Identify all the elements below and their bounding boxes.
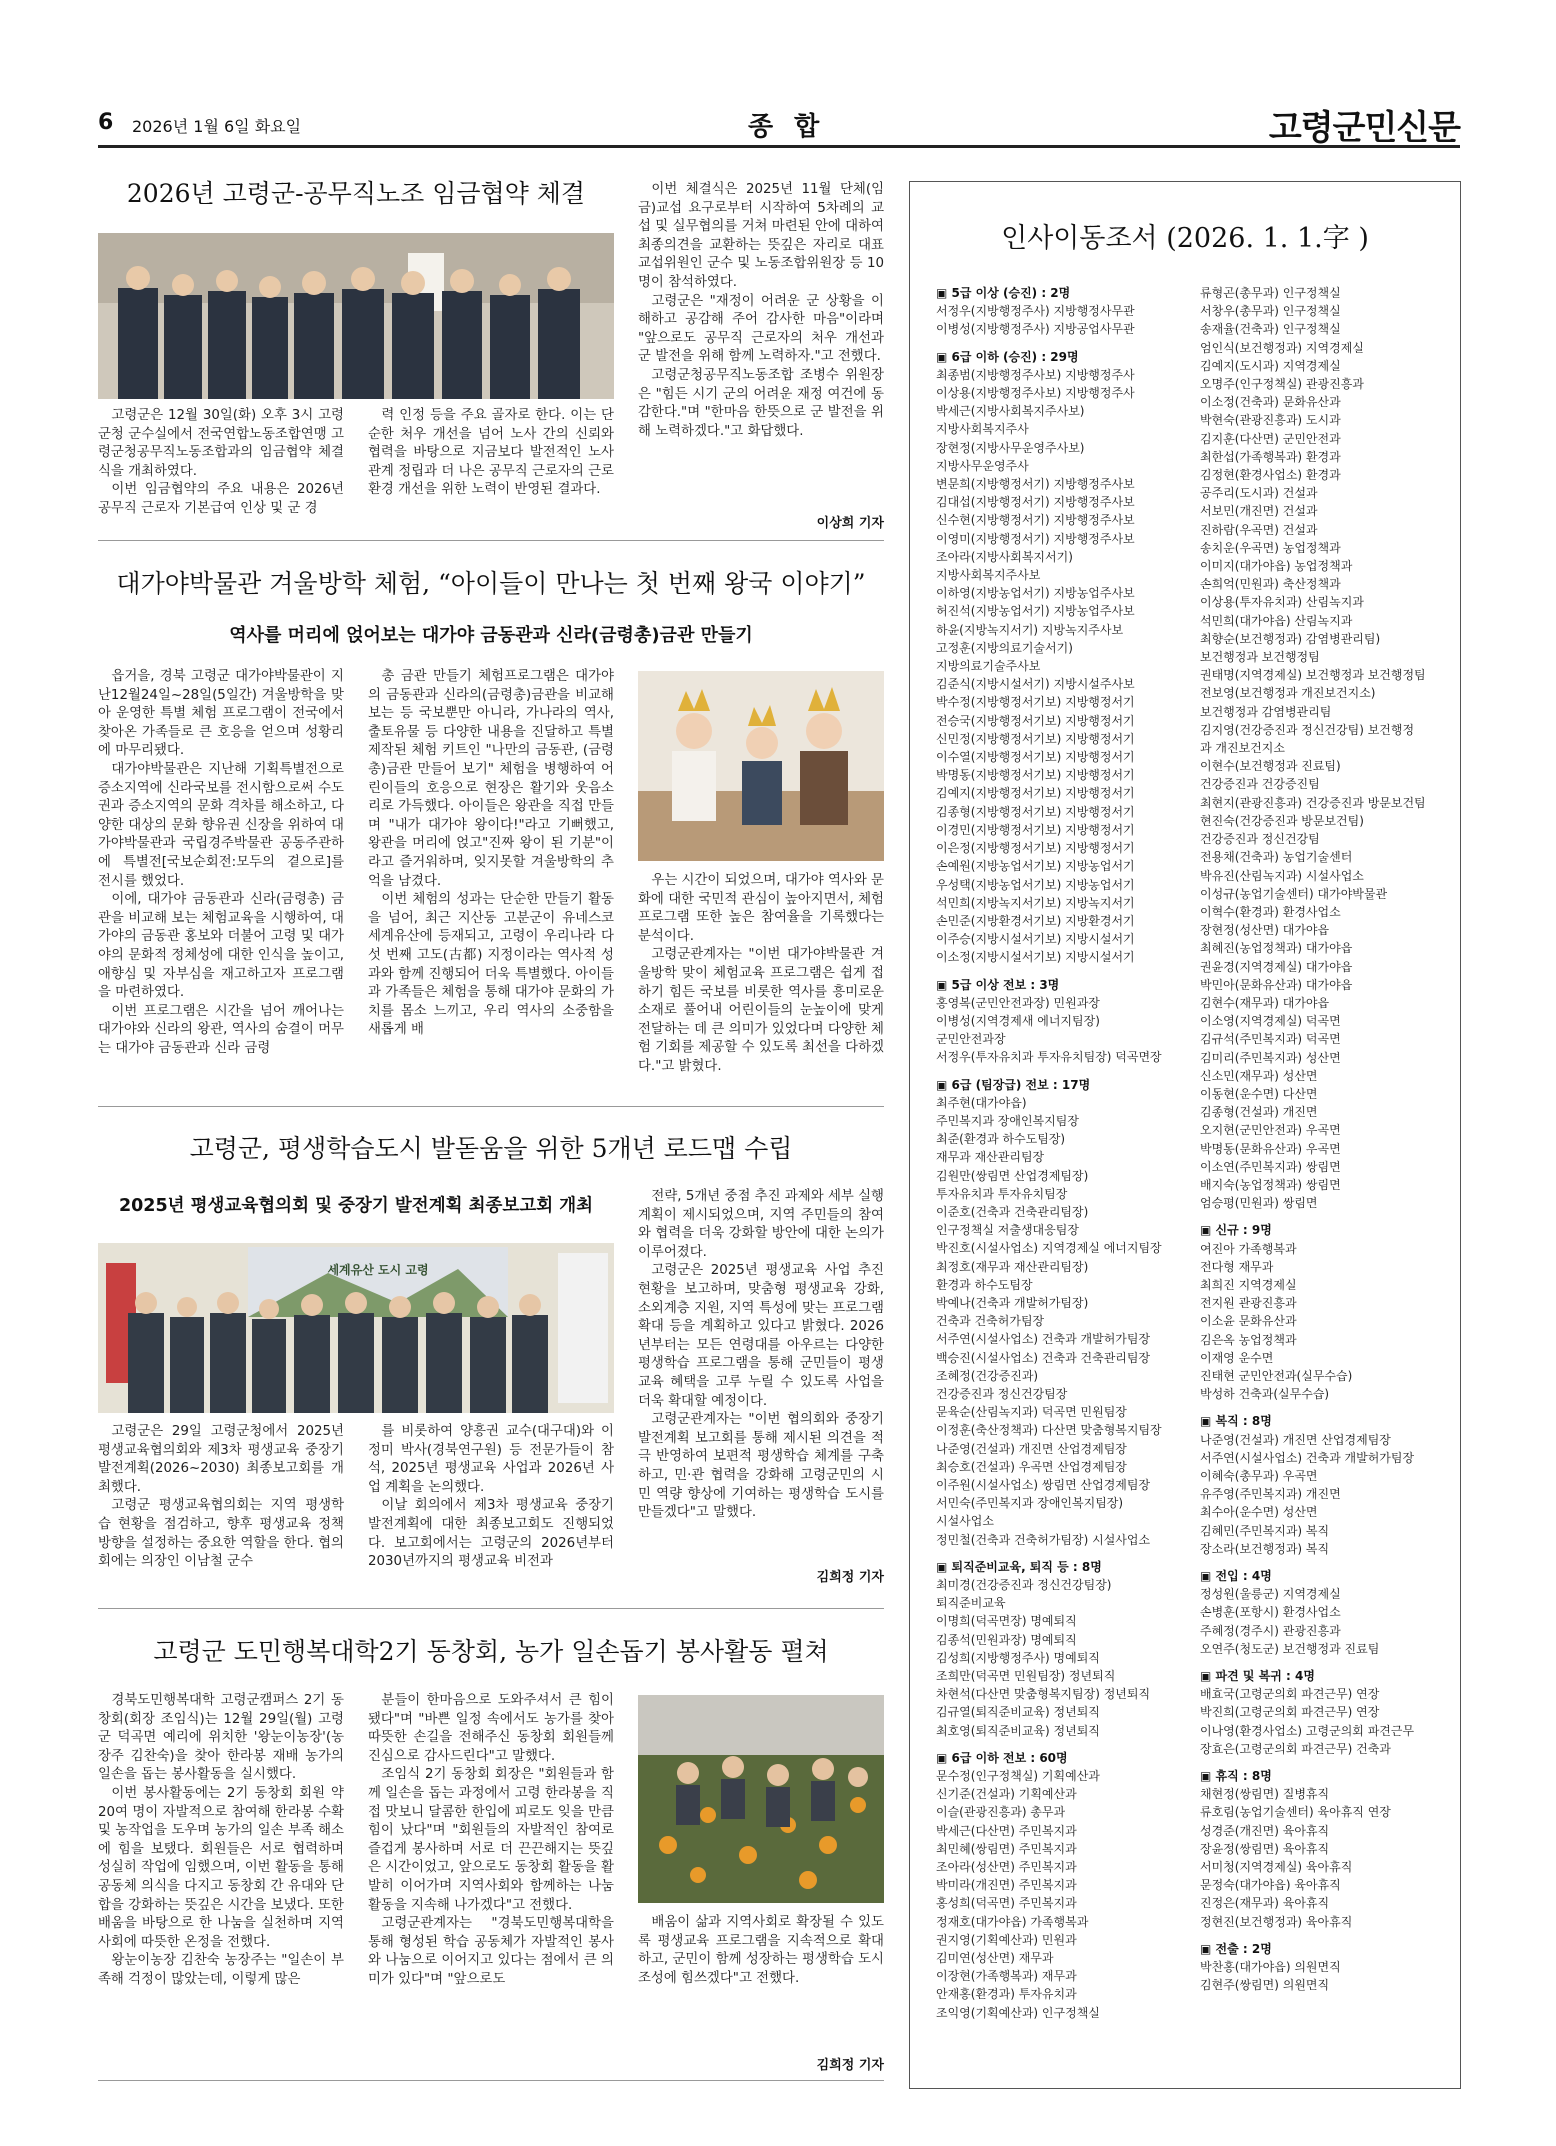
list-item: 서창우(총무과) 인구정책실 — [1200, 304, 1341, 319]
list-item: 송치운(우곡면) 농업정책과 — [1200, 540, 1341, 555]
list-item: 나준영(건설과) 개진면 산업경제팀장 — [1200, 1432, 1391, 1447]
list-item: 김현수(재무과) 대가야읍 — [1200, 995, 1330, 1010]
list-item: 박세근(다산면) 주민복지과 — [936, 1823, 1077, 1838]
list-item: 진정은(재무과) 육아휴직 — [1200, 1896, 1330, 1911]
list-item: 서민숙(주민복지과 장애인복지팀장) — [936, 1496, 1124, 1511]
list-item: 하윤(지방녹지서기) 지방녹지주사보 — [936, 622, 1124, 637]
list-item: 이재영 운수면 — [1200, 1350, 1274, 1365]
divider — [98, 1106, 884, 1107]
article1-col1: 고령군은 12월 30일(화) 오후 3시 고령군청 군수실에서 전국연합노동조합연맹 고령군청공무직노동조합과의 임금협약 체결식을 개최하였다. 이번 임금협약의 주요 내용은 2026년 공무직 근로자 기본급여 인상 및 군 경 — [98, 408, 344, 516]
list-item: 조희만(덕곡면 민원팀장) 정년퇴직 — [936, 1669, 1116, 1684]
page-number: 6 — [98, 110, 114, 135]
list-item: 김정현(환경사업소) 환경과 — [1200, 468, 1341, 483]
list-item: 이상용(투자유치과) 산림녹지과 — [1200, 595, 1364, 610]
list-item: 홍성희(덕곡면) 주민복지과 — [936, 1896, 1077, 1911]
list-item: 김종석(민원과장) 명예퇴직 — [936, 1632, 1077, 1647]
list-item: 오명주(인구정책실) 관광진흥과 — [1200, 377, 1364, 392]
category-heading: ▣ 휴직 : 8명 — [1200, 1769, 1272, 1784]
list-item: 최준(환경과 하수도팀장) — [936, 1132, 1066, 1147]
article3-col1: 고령군은 29일 고령군청에서 2025년 평생교육협의회와 제3차 평생교육 중장기 발전계획(2026~2030) 최종보고회를 개최했다. 고령군 평생교육협의회는 지역 평생학습 현황을 점검하고, 향후 평생교육 정책 방향을 설정하는 중요한 역할을 한다. 협의회에는 의장인 이남철 군수 — [98, 1424, 344, 1570]
divider — [98, 2080, 884, 2081]
list-item: 박진희(고령군의회 파견근무) 연장 — [1200, 1705, 1380, 1720]
list-item: 이주원(시설사업소) 쌍림면 산업경제팀장 — [936, 1478, 1151, 1492]
list-item: 장윤정(쌍림면) 육아휴직 — [1200, 1841, 1330, 1856]
issue-date: 2026년 1월 6일 화요일 — [132, 117, 302, 136]
list-item: 퇴직준비교육 — [936, 1596, 1006, 1611]
list-item: 손병훈(포항시) 환경사업소 — [1200, 1605, 1341, 1620]
list-item: 이병성(지역경제새 에너지팀장) — [936, 1013, 1100, 1028]
list-item: 김은옥 농업정책과 — [1200, 1332, 1297, 1347]
list-item: 박명동(지방행정서기보) 지방행정서기 — [936, 768, 1135, 783]
list-item: 서보민(개진면) 건설과 — [1200, 504, 1318, 519]
list-item: 변문희(지방행정서기) 지방행정주사보 — [936, 477, 1135, 492]
list-item: 진태현 군민안전과(실무수습) — [1200, 1368, 1353, 1383]
list-item: 박현숙(관광진흥과) 도시과 — [1200, 413, 1341, 428]
list-item: 장현정(지방사무운영주사보) — [936, 440, 1085, 455]
list-item: 서정우(투자유치과 투자유치팀장) 덕곡면장 — [936, 1050, 1162, 1065]
list-item: 홍영복(군민안전과장) 민원과장 — [936, 995, 1100, 1010]
list-item: 김미연(성산면) 재무과 — [936, 1951, 1054, 1966]
list-item: 지방사회복지주사 — [936, 422, 1029, 437]
category-heading: ▣ 전입 : 4명 — [1200, 1569, 1272, 1584]
page-header — [98, 100, 1460, 148]
list-item: 신기준(건설과) 기획예산과 — [936, 1787, 1077, 1802]
list-item: 정현진(보건행정과) 육아휴직 — [1200, 1914, 1353, 1929]
list-item: 박수정(지방행정서기보) 지방행정서기 — [936, 695, 1135, 710]
list-item: 전보영(보건행정과 개진보건지소) — [1200, 686, 1376, 701]
list-item: 최향순(보건행정과) 감염병관리팀) — [1200, 631, 1381, 646]
list-item: 전지원 관광진흥과 — [1200, 1296, 1297, 1311]
list-item: 여진아 가족행복과 — [1200, 1241, 1297, 1256]
list-item: 권지영(기획예산과) 민원과 — [936, 1932, 1077, 1947]
article1-title[interactable]: 2026년 고령군-공무직노조 임금협약 체결 — [126, 179, 586, 208]
list-item: 김성희(지방행정주사) 명예퇴직 — [936, 1650, 1100, 1665]
list-item: 김종형(지방행정서기보) 지방행정서기 — [936, 804, 1135, 819]
list-item: 석민희(대가야읍) 산림녹지과 — [1200, 613, 1353, 628]
list-item: 나준영(건설과) 개진면 산업경제팀장 — [936, 1441, 1127, 1456]
list-item: 엄승평(민원과) 쌍림면 — [1200, 1196, 1318, 1211]
list-item: 과 개진보건지소 — [1200, 741, 1285, 756]
article4-col2: 분들이 한마음으로 도와주셔서 큰 힘이 됐다"며 "바쁜 일정 속에서도 농가를 찾아 따뜻한 손길을 전해주신 동창회 회원들께 진심으로 감사드린다"고 말했다. 조임식 2기 동창회 회장은 "회원들과 함께 일손을 돕는 과정에서 고령 한라봉을 직접 맛보니 달콤한 한입에 피로도 잊을 만큼 힘이 났다"며 "회원들의 자발적인 참여로 즐겁게 봉사하며 서로 더 끈끈해지는 뜻깊은 시간이었고, 앞으로도 동창회 활동을 활발히 이어가며 지역사회와 함께하는 나눔 활동을 지속해 나가겠다"고 전했다. 고령군관계자는 "경북도민행복대학을 통해 형성된 학습 공동체가 자발적인 봉사와 나눔으로 이어지고 있다는 점에서 큰 의미가 있다"며 "앞으로도 — [368, 1693, 614, 1987]
list-item: 김규열(퇴직준비교육) 정년퇴직 — [936, 1705, 1100, 1720]
category-heading: ▣ 5급 이상 전보 : 3명 — [936, 977, 1060, 992]
list-item: 이하영(지방농업서기) 지방농업주사보 — [936, 586, 1135, 601]
article3-title[interactable]: 고령군, 평생학습도시 발돋움을 위한 5개년 로드맵 수립 — [189, 1134, 793, 1163]
list-item: 서정우(지방행정주사) 지방행정사무관 — [936, 304, 1135, 319]
list-item: 석민희(지방녹지서기보) 지방녹지서기 — [936, 895, 1135, 910]
list-item: 전승국(지방행정서기보) 지방행정서기 — [936, 713, 1135, 728]
list-item: 김준식(지방시설서기) 지방시설주사보 — [936, 677, 1135, 692]
article1-col2: 력 인정 등을 주요 골자로 한다. 이는 단순한 처우 개선을 넘어 노사 간의 신뢰와 협력을 바탕으로 지금보다 발전적인 노사관계 정립과 더 나은 공무직 근로자의 근로 환경 개선을 위한 노력이 반영된 결과다. — [368, 408, 614, 498]
list-item: 공주리(도시과) 건설과 — [1200, 486, 1318, 501]
article4-byline: 김희정 기자 — [816, 2058, 884, 2073]
article2-photo — [638, 671, 884, 861]
list-item: 정성원(울릉군) 지역경제실 — [1200, 1587, 1341, 1602]
category-heading: ▣ 5급 이상 (승진) : 2명 — [936, 286, 1071, 300]
list-item: 박진호(시설사업소) 지역경제실 에너지팀장 — [936, 1241, 1162, 1256]
list-item: 서주연(시설사업소) 건축과 개발허가팀장 — [936, 1332, 1151, 1347]
list-item: 최혜진(농업정책과) 대가야읍 — [1200, 941, 1353, 956]
category-heading: ▣ 파견 및 복귀 : 4명 — [1200, 1669, 1315, 1684]
category-heading: ▣ 퇴직준비교육, 퇴직 등 : 8명 — [936, 1559, 1102, 1574]
list-item: 문정숙(대가야읍) 육아휴직 — [1200, 1878, 1341, 1893]
list-item: 조아라(성산면) 주민복지과 — [936, 1860, 1077, 1875]
article3-photo — [98, 1243, 614, 1413]
list-item: 신민정(지방행정서기보) 지방행정서기 — [936, 731, 1135, 746]
list-item: 장효은(고령군의회 파견근무) 건축과 — [1200, 1741, 1391, 1756]
list-item: 김종형(건설과) 개진면 — [1200, 1105, 1318, 1120]
list-item: 이소영(지역경제실) 덕곡면 — [1200, 1014, 1341, 1029]
article1-photo — [98, 233, 614, 399]
list-item: 이미지(대가야읍) 농업정책과 — [1200, 559, 1353, 574]
list-item: 최종범(지방행정주사보) 지방행정주사 — [936, 367, 1135, 382]
list-item: 박찬홍(대가야읍) 의원면직 — [1200, 1960, 1341, 1975]
list-item: 보건행정과 보건행정팀 — [1200, 650, 1320, 665]
list-item: 류형곤(총무과) 인구정책실 — [1200, 286, 1341, 300]
list-item: 차현석(다산면 맞춤형복지팀장) 정년퇴직 — [936, 1687, 1151, 1702]
list-item: 최승호(건설과) 우곡면 산업경제팀장 — [936, 1459, 1127, 1474]
list-item: 이혁수(환경과) 환경사업소 — [1200, 904, 1341, 919]
list-item: 정재호(대가야읍) 가족행복과 — [936, 1914, 1089, 1929]
list-item: 서주연(시설사업소) 건축과 개발허가팀장 — [1200, 1450, 1415, 1465]
list-item: 최현지(관광진흥과) 건강증진과 방문보건팀 — [1200, 795, 1426, 810]
list-item: 최민혜(쌍림면) 주민복지과 — [936, 1841, 1077, 1856]
sidebar-left-column — [936, 284, 1188, 2074]
list-item: 오지현(군민안전과) 우곡면 — [1200, 1123, 1341, 1138]
list-item: 군민안전과장 — [936, 1032, 1006, 1047]
list-item: 안재홍(환경과) 투자유치과 — [936, 1987, 1077, 2002]
category-heading: ▣ 전출 : 2명 — [1200, 1941, 1272, 1956]
article2-col3: 우는 시간이 되었으며, 대가야 역사와 문화에 대한 국민적 관심이 높아지면서, 체험 프로그램 또한 높은 참여율을 기록했다는 분석이다. 고령군관계자는 "이번 대가야박물관 겨울방학 맞이 체험교육 프로그램은 쉽게 접하기 힘든 국보를 비롯한 역사를 흥미로운 소재로 풀어내 어린이들의 눈높이에 맞게 전달하는 데 큰 의미가 있었다며 다양한 체험 기회를 제공할 수 있도록 최선을 다하겠다."고 밝혔다. — [638, 873, 884, 1074]
category-heading: ▣ 6급 이하 전보 : 60명 — [936, 1750, 1068, 1765]
list-item: 정민철(건축과 건축허가팀장) 시설사업소 — [936, 1532, 1151, 1547]
list-item: 송재율(건축과) 인구정책실 — [1200, 322, 1341, 337]
article3-subtitle: 2025년 평생교육협의회 및 중장기 발전계획 최종보고회 개최 — [118, 1196, 594, 1216]
list-item: 김원만(쌍림면 산업경제팀장) — [936, 1168, 1089, 1183]
list-item: 주민복지과 장애인복지팀장 — [936, 1113, 1079, 1128]
list-item: 최미경(건강증진과 정신건강팀장) — [936, 1578, 1112, 1593]
list-item: 문육순(산림녹지과) 덕곡면 민원팀장 — [936, 1405, 1127, 1420]
list-item: 이경민(지방행정서기보) 지방행정서기 — [936, 822, 1135, 837]
list-item: 배지숙(농업정책과) 쌍림면 — [1200, 1177, 1341, 1192]
list-item: 지방사무운영주사 — [936, 458, 1029, 473]
list-item: 최희진 지역경제실 — [1200, 1277, 1297, 1292]
category-heading: ▣ 복직 : 8명 — [1200, 1414, 1272, 1429]
list-item: 건강증진과 정신건강팀 — [1200, 832, 1320, 847]
list-item: 김지훈(다산면) 군민안전과 — [1200, 431, 1341, 446]
list-item: 이장현(가족행복과) 재무과 — [936, 1969, 1077, 1984]
list-item: 조아라(지방사회복지서기) — [936, 549, 1073, 564]
list-item: 손민준(지방환경서기보) 지방환경서기 — [936, 913, 1135, 928]
list-item: 김혜민(주민복지과) 복직 — [1200, 1523, 1330, 1538]
list-item: 김예지(지방행정서기보) 지방행정서기 — [936, 786, 1135, 801]
article2-col2: 총 금관 만들기 체험프로그램은 대가야의 금동관과 신라의(금령총)금관을 비교해보는 등 국보뿐만 아니라, 가나라의 역사, 출토유물 등 다양한 내용을 진달하고 특별 제작된 체험 키트인 "나만의 금동관, (금령총)금관 만들어 보기" 체험을 병행하여 어린이들의 호응으로 현장은 활기와 웃음소리로 가득했다. 아이들은 왕관을 직접 만들며 "내가 대가야 왕이다!"라고 기뻐했고, 왕관을 머리에 얹고"진짜 왕이 된 기분"이라고 즐거워하며, 잊지못할 겨울방학의 추억을 남겼다. 이번 체험의 성과는 단순한 만들기 활동을 넘어, 최근 지산동 고분군이 유네스코 세계유산에 등재되고, 고령이 우리나라 다섯 번째 고도(古都) 지정이라는 역사적 성과와 함께 진행되어 더욱 특별했다. 아이들과 가족들은 체험을 통해 대가야 문화의 가치를 몸소 느끼고, 우리 역사의 소중함을 새롭게 배 — [368, 669, 614, 1038]
list-item: 문수정(인구정책실) 기획예산과 — [936, 1769, 1100, 1784]
list-item: 전용채(건축과) 농업기술센터 — [1200, 850, 1353, 865]
list-item: 보건행정과 감염병관리팀 — [1200, 704, 1332, 719]
list-item: 오연주(청도군) 보건행정과 진료팀 — [1200, 1641, 1380, 1656]
list-item: 권윤경(지역경제실) 대가야읍 — [1200, 959, 1353, 974]
list-item: 이영미(지방행정서기) 지방행정주사보 — [936, 531, 1135, 546]
list-item: 건강증진과 건강증진팀 — [1200, 777, 1320, 792]
list-item: 김규석(주민복지과) 덕곡면 — [1200, 1032, 1341, 1047]
newspaper-logo: 고령군민신문 — [1268, 108, 1460, 148]
list-item: 투자유치과 투자유치팀장 — [936, 1186, 1068, 1201]
list-item: 허진석(지방농업서기) 지방농업주사보 — [936, 604, 1135, 619]
article1-col3: 이번 체결식은 2025년 11월 단체(임금)교섭 요구로부터 시작하여 5차례의 교섭 및 실무협의를 거쳐 마련된 안에 대하여 최종의견을 교환하는 뜻깊은 자리로 대표 교섭위원인 군수 및 노동조합위원장 등 10명이 참석하였다. 고령군은 "재정이 어려운 군 상황을 이해하고 공감해 주어 감사한 마음"이라며 "앞으로도 공무직 근로자의 처우 개선과 군 발전을 위해 함께 노력하자."고 전했다. 고령군청공무직노동조합 조병수 위원장은 "힘든 시기 군의 어려운 재정 여건에 동감한다."며 "한마음 한뜻으로 군 발전을 위해 노력하겠다."고 화답했다. — [638, 182, 884, 439]
list-item: 박성하 건축과(실무수습) — [1200, 1387, 1330, 1402]
list-item: 최정호(재무과 재산관리팀장) — [936, 1259, 1089, 1274]
list-item: 유주영(주민복지과) 개진면 — [1200, 1487, 1341, 1502]
list-item: 김지영(건강증진과 정신건강팀) 보건행정 — [1200, 722, 1415, 737]
list-item: 건축과 건축허가팀장 — [936, 1314, 1045, 1329]
list-item: 전다형 재무과 — [1200, 1259, 1274, 1274]
list-item: 현진숙(건강증진과 방문보건팀) — [1200, 813, 1364, 828]
list-item: 엄인식(보건행정과) 지역경제실 — [1200, 340, 1364, 355]
list-item: 이준호(건축과 건축관리팀장) — [936, 1204, 1089, 1219]
list-item: 박세근(지방사회복지주사보) — [936, 404, 1085, 419]
article3-byline: 김희정 기자 — [816, 1570, 884, 1585]
list-item: 장현정(성산면) 대가야읍 — [1200, 923, 1330, 938]
list-item: 이성규(농업기술센터) 대가야박물관 — [1200, 886, 1388, 901]
list-item: 김현주(쌍림면) 의원면직 — [1200, 1978, 1330, 1993]
list-item: 성경준(개진면) 육아휴직 — [1200, 1823, 1330, 1838]
list-item: 신수현(지방행정서기) 지방행정주사보 — [936, 513, 1135, 528]
article2-title[interactable]: 대가야박물관 겨울방학 체험, “아이들이 만나는 첫 번째 왕국 이야기” — [116, 569, 866, 598]
list-item: 이현수(보건행정과 진료팀) — [1200, 759, 1341, 774]
article2-col1: 읍거을, 경북 고령군 대가야박물관이 지난12월24일~28일(5일간) 겨울방학을 맞아 운영한 특별 체험 프로그램이 전국에서 찾아온 가족들로 큰 호응을 얻으며 성황리에 마무리됐다. 대가야박물관은 지난해 기획특별전으로 증소지역에 신라국보를 전시함으로써 수도권과 증소지역의 문화 격차를 해소하고, 다양한 대상의 문화 향유권 신장을 위하여 대가야박물관과 국립경주박물관 공동주관하에 특별전[국보순회전:모두의 곁으로]를 전시를 했었다. 이에, 대가야 금동관과 신라(금령총) 금관을 비교해 보는 체험교육을 시행하여, 대가야의 금동관 홍보와 더불어 고령 및 대가야의 문화적 정체성에 대한 인식을 높이고, 애향심 및 자부심을 재고하고자 프로그램을 마련하였다. 이번 프로그램은 시간을 넘어 깨어나는 대가야와 신라의 왕관, 역사의 숨결이 머무는 대가야 금동관과 신라 금령 — [98, 669, 344, 1056]
list-item: 이동현(운수면) 다산면 — [1200, 1086, 1318, 1101]
list-item: 장소라(보건행정과) 복직 — [1200, 1541, 1330, 1556]
list-item: 김예지(도시과) 지역경제실 — [1200, 358, 1341, 373]
list-item: 손희억(민원과) 축산정책과 — [1200, 577, 1341, 592]
article3-col3: 전략, 5개년 중점 추진 과제와 세부 실행 계획이 제시되었으며, 지역 주민들의 참여와 협력을 더욱 강화할 방안에 대한 논의가 이루어졌다. 고령군은 2025년 평생교육 사업 추진 현황을 보고하며, 맞춤형 평생교육 강화, 소외계층 지원, 지역 특성에 맞는 프로그램 확대 등을 계획하고 있다고 밝혔다. 2026년부터는 모든 연령대를 아우르는 다양한 평생학습 프로그램을 통해 군민들이 평생교육 혜택을 고루 누릴 수 있도록 사업을 더욱 확대할 예정이다. 고령군관계자는 "이번 협의회와 중장기 발전계획 보고회를 통해 제시된 의견을 적극 반영하여 보편적 평생학습 체계를 구축하고, 민·관 협력을 강화해 고령군민의 시민 역량 향상에 기여하는 평생학습 도시를 만들겠다"고 말했다. — [638, 1189, 884, 1521]
list-item: 배효국(고령군의회 파견근무) 연장 — [1200, 1687, 1380, 1702]
article4-title[interactable]: 고령군 도민행복대학2기 동창회, 농가 일손돕기 봉사활동 펼쳐 — [153, 1637, 829, 1666]
list-item: 김미리(주민복지과) 성산면 — [1200, 1050, 1341, 1065]
list-item: 이정훈(축산정책과) 다산면 맞춤형복지팀장 — [936, 1423, 1162, 1438]
list-item: 박민아(문화유산과) 대가야읍 — [1200, 977, 1353, 992]
list-item: 주혜정(경주시) 관광진흥과 — [1200, 1623, 1341, 1638]
list-item: 재무과 재산관리팀장 — [936, 1150, 1045, 1165]
list-item: 조혜정(건강증진과) — [936, 1368, 1039, 1383]
list-item: 서미청(지역경제실) 육아휴직 — [1200, 1860, 1353, 1875]
article4-col3: 배움이 삶과 지역사회로 확장될 수 있도록 평생교육 프로그램을 지속적으로 확대하고, 군민이 함께 성장하는 평생학습 도시 조성에 힘쓰겠다"고 전했다. — [638, 1915, 884, 1986]
list-item: 최주현(대가야읍) — [936, 1095, 1027, 1110]
sidebar-right-column — [1200, 284, 1456, 2074]
list-item: 이수열(지방행정서기보) 지방행정서기 — [936, 750, 1135, 765]
category-heading: ▣ 6급 (팀장급) 전보 : 17명 — [936, 1077, 1091, 1092]
list-item: 이상용(지방행정주사보) 지방행정주사 — [936, 386, 1135, 401]
list-item: 최한섭(가족행복과) 환경과 — [1200, 449, 1341, 464]
list-item: 이주승(지방시설서기보) 지방시설서기 — [936, 932, 1135, 947]
photo-sign-text: 세계유산 도시 고령 — [327, 1263, 429, 1277]
list-item: 류호림(농업기술센터) 육아휴직 연장 — [1200, 1805, 1391, 1820]
section-title: 종 합 — [748, 112, 826, 142]
list-item: 손예원(지방농업서기보) 지방농업서기 — [936, 859, 1135, 874]
list-item: 이소윤 문화유산과 — [1200, 1314, 1297, 1329]
divider — [98, 540, 884, 541]
list-item: 김대섭(지방행정서기) 지방행정주사보 — [936, 495, 1135, 510]
list-item: 이은정(지방행정서기보) 지방행정서기 — [936, 841, 1135, 856]
list-item: 백승진(시설사업소) 건축과 건축관리팀장 — [936, 1350, 1151, 1365]
article2-subtitle: 역사를 머리에 얹어보는 대가야 금동관과 신라(금령총)금관 만들기 — [229, 625, 753, 646]
list-item: 권태명(지역경제실) 보건행정과 보건행정팀 — [1200, 668, 1426, 683]
list-item: 박유진(산림녹지과) 시설사업소 — [1200, 868, 1364, 883]
list-item: 이소정(지방시설서기보) 지방시설서기 — [936, 950, 1135, 965]
article1-byline: 이상희 기자 — [816, 516, 884, 531]
divider — [98, 1608, 884, 1609]
category-heading: ▣ 6급 이하 (승진) : 29명 — [936, 349, 1079, 364]
list-item: 이소정(건축과) 문화유산과 — [1200, 395, 1341, 410]
list-item: 이소연(주민복지과) 쌍림면 — [1200, 1159, 1341, 1174]
sidebar-title: 인사이동조서 (2026. 1. 1.字 ) — [1001, 223, 1369, 254]
list-item: 박명동(문화유산과) 우곡면 — [1200, 1141, 1341, 1156]
list-item: 지방사회복지주사보 — [936, 568, 1041, 583]
list-item: 이혜숙(총무과) 우곡면 — [1200, 1469, 1318, 1483]
category-heading: ▣ 신규 : 9명 — [1200, 1223, 1272, 1238]
list-item: 환경과 하수도팀장 — [936, 1277, 1033, 1292]
list-item: 지방의료기술주사보 — [936, 659, 1041, 674]
list-item: 고정훈(지방의료기술서기) — [936, 640, 1073, 655]
list-item: 우성택(지방농업서기보) 지방농업서기 — [936, 877, 1135, 892]
list-item: 이슬(관광진흥과) 총무과 — [936, 1805, 1066, 1820]
list-item: 건강증진과 정신건강팀장 — [936, 1386, 1068, 1401]
article4-photo — [638, 1695, 884, 1903]
list-item: 박미라(개진면) 주민복지과 — [936, 1878, 1077, 1893]
article3-col2: 를 비롯하여 양흥권 교수(대구대)와 이정미 박사(경북연구원) 등 전문가들이 참석, 2025년 평생교육 사업과 2026년 사업 계획을 논의했다. 이날 회의에서 제3차 평생교육 중장기 발전계획에 대한 최종보고회도 진행되었다. 보고회에서는 고령군의 2026년부터 2030년까지의 평생교육 비전과 — [368, 1424, 614, 1570]
list-item: 이병성(지방행정주사) 지방공업사무관 — [936, 322, 1135, 337]
personnel-sidebar — [909, 181, 1461, 2089]
list-item: 채현정(쌍림면) 질병휴직 — [1200, 1787, 1330, 1802]
list-item: 인구정책실 저출생대응팀장 — [936, 1223, 1079, 1238]
article4-col1: 경북도민행복대학 고령군캠퍼스 2기 동창회(회장 조임식)는 12월 29일(월) 고령군 덕곡면 예리에 위치한 '왕눈이농장'(농장주 김찬숙)을 찾아 한라봉 재배 농가의 일손을 돕는 봉사활동을 실시했다. 이번 봉사활동에는 2기 동창회 회원 약 20여 명이 자발적으로 참여해 한라봉 수확 및 농작업을 도우며 농가의 일손 부족 해소에 힘을 보탰다. 회원들은 서로 협력하며 성실히 작업에 임했으며, 이번 활동을 통해 공동체 의식을 다지고 동창회 간 유대와 단합을 강화하는 뜻깊은 시간을 보냈다. 또한 배움을 바탕으로 한 나눔을 실천하며 지역사회에 따뜻한 온정을 전했다. 왕눈이농장 김찬숙 농장주는 "일손이 부족해 걱정이 많았는데, 이렇게 많은 — [98, 1693, 344, 1987]
list-item: 조익영(기획예산과) 인구정책실 — [936, 2005, 1100, 2020]
list-item: 최수아(운수면) 성산면 — [1200, 1505, 1318, 1520]
list-item: 시설사업소 — [936, 1514, 994, 1529]
list-item: 최호영(퇴직준비교육) 정년퇴직 — [936, 1723, 1100, 1738]
list-item: 이나영(환경사업소) 고령군의회 파견근무 — [1200, 1723, 1415, 1738]
list-item: 박예나(건축과 개발허가팀장) — [936, 1295, 1089, 1310]
list-item: 이명희(덕곡면장) 명예퇴직 — [936, 1614, 1077, 1629]
list-item: 신소민(재무과) 성산면 — [1200, 1068, 1318, 1083]
list-item: 진하람(우곡면) 건설과 — [1200, 522, 1318, 537]
